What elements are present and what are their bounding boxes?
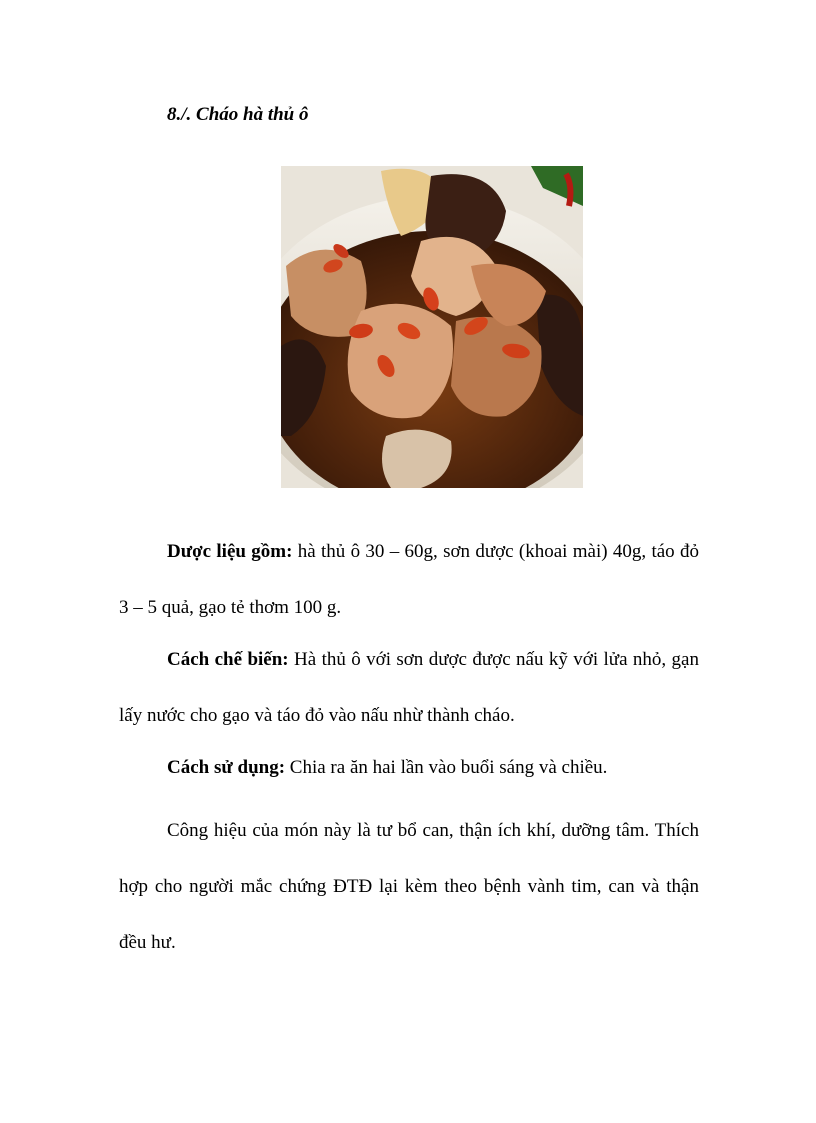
preparation-text: Hà thủ ô với sơn dược được nấu kỹ với lửa nhỏ, gạn lấy nước cho gạo và táo đỏ vào nấu nhừ thành cháo.	[119, 649, 699, 726]
benefits-paragraph	[119, 803, 699, 971]
usage-label: Cách sử dụng:	[167, 757, 286, 778]
preparation-paragraph	[119, 632, 699, 744]
preparation-label: Cách chế biến:	[167, 649, 289, 670]
ingredients-paragraph	[119, 524, 699, 636]
ingredients-text: hà thủ ô 30 – 60g, sơn dược (khoai mài) 40g, táo đỏ 3 – 5 quả, gạo tẻ thơm 100 g.	[119, 541, 699, 618]
usage-text: Chia ra ăn hai lần vào buổi sáng và chiều.	[285, 757, 608, 778]
usage-paragraph	[119, 740, 699, 796]
porridge-image	[281, 166, 583, 488]
benefits-text: Công hiệu của món này là tư bổ can, thận ích khí, dưỡng tâm. Thích hợp cho người mắc chứng ĐTĐ lại kèm theo bệnh vành tim, can và thận đều hư.	[119, 820, 699, 953]
herbal-porridge-photo	[281, 166, 583, 488]
ingredients-label: Dược liệu gồm:	[167, 541, 293, 562]
recipe-heading: 8./. Cháo hà thủ ô	[167, 104, 309, 125]
